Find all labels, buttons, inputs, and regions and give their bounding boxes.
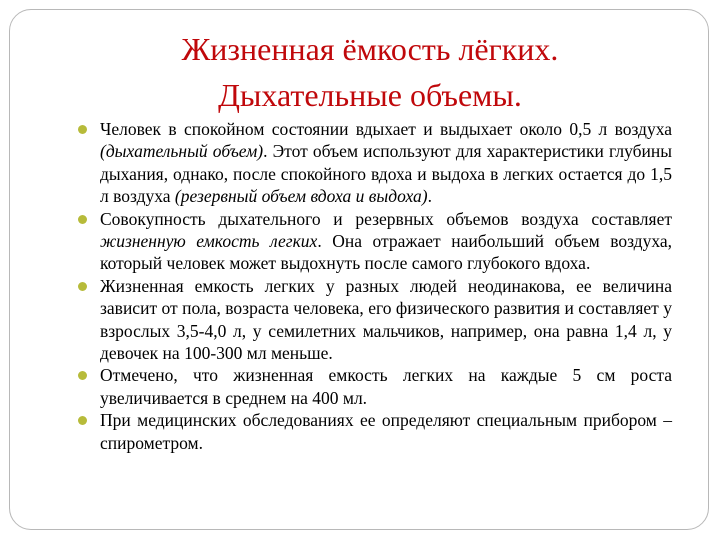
bullet-item-tidal-volume (100, 118, 672, 208)
bullet-term-italic: жизненную емкость легких (100, 231, 318, 252)
bullet-text (100, 119, 672, 206)
slide-title (70, 26, 670, 118)
bullet-text-part: Человек в спокойном состоянии вдыхает и выдыхает около 0,5 л воздуха (100, 119, 672, 139)
bullet-item-individual-differences (100, 275, 672, 365)
bullet-item-spirometer (100, 409, 672, 454)
bullet-item-vital-capacity (100, 208, 672, 275)
bullet-list (100, 118, 672, 454)
bullet-text: Отмечено, что жизненная емкость легких на каждые 5 см роста увеличивается в среднем на 400 мл. (100, 365, 672, 408)
bullet-text-part: . (427, 186, 432, 207)
bullet-text (100, 209, 672, 274)
bullet-text-part: . Она отражает наибольший объем воздуха, который человек может выдохнуть после самого глубокого вдоха. (100, 231, 673, 274)
bullet-dot-icon (78, 125, 87, 134)
bullet-term-italic: (дыхательный объем) (100, 141, 264, 162)
bullet-text-part: Совокупность дыхательного и резервных объемов воздуха составляет (100, 208, 672, 229)
bullet-text: При медицинских обследованиях ее определяют специальным прибором – спирометром. (100, 410, 672, 453)
bullet-text-part: . Этот объем используют для характеристики глубины дыхания, однако, после спокойного вдоха и выдоха в легких остается до 1,5 л воздуха (100, 141, 672, 207)
bullet-dot-icon (78, 215, 87, 224)
bullet-term-italic: (резервный объем вдоха и выдоха) (174, 186, 428, 207)
slide-title-line-2: Дыхательные объемы. (218, 77, 522, 113)
bullet-dot-icon (78, 282, 87, 291)
slide-title-line-1: Жизненная ёмкость лёгких. (181, 31, 559, 67)
bullet-text: Жизненная емкость легких у разных людей неодинакова, ее величина зависит от пола, возраста человека, его физического развития и составляет у взрослых 3,5-4,0 л, у семилетних мальчиков, например, она равна 1,4 л, у девочек на 100-300 мл меньше. (100, 275, 672, 364)
bullet-item-growth-increase (100, 364, 672, 409)
